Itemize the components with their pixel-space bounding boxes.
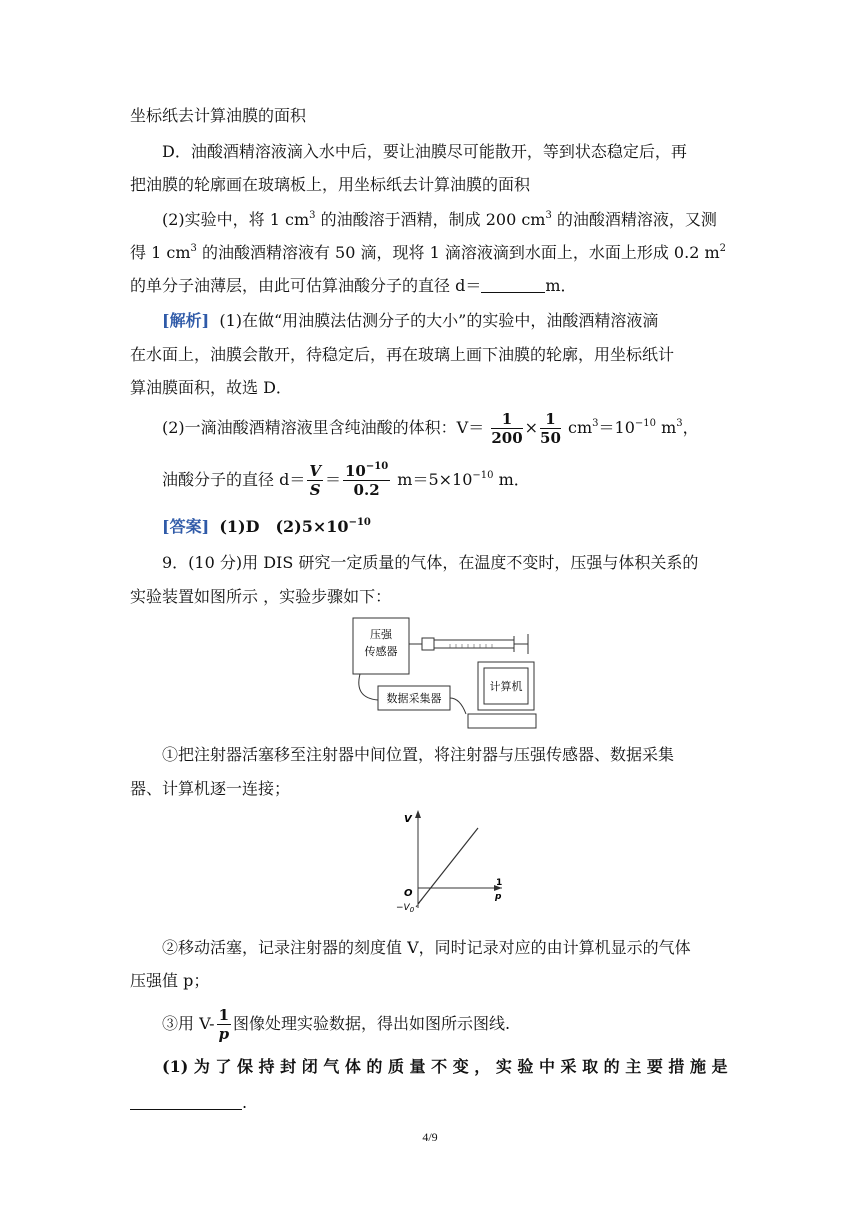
answer-blank (130, 1094, 242, 1110)
text-line: 算油膜面积，故选 D． (130, 378, 292, 397)
text-line: 实验装置如图所示 ，实验步骤如下： (130, 587, 392, 606)
fraction: $\frac{V}{S}$ (309, 462, 321, 499)
data-line (418, 828, 478, 904)
question-9: 9．(10 分)用 DIS 研究一定质量的气体，在温度不变时，压强与体积关系的 (162, 553, 699, 572)
question-2: (2)实验中，将 1 $cm^3$ 的油酸溶于酒精，制成 200 $cm^3$ 的油酸酒精溶液，又测 (162, 210, 717, 229)
intercept-label: $-V_0$ (396, 903, 415, 914)
fraction: $\frac{1}{200}$ (491, 410, 523, 447)
origin-label: O (404, 888, 413, 899)
sensor-label: 传感器 (364, 645, 398, 658)
text-line: 得 1 $cm^3$ 的油酸酒精溶液有 50 滴，现将 1 滴溶液滴到水面上，水面上形成 0.2 $m^2$ (130, 243, 727, 262)
text-line: 把油膜的轮廓画在玻璃板上，用坐标纸去计算油膜的面积 (130, 175, 531, 194)
fraction: $\frac{10^{-10}}{0.2}$ (345, 461, 389, 499)
text-line: 在水面上，油膜会散开，待稳定后，再在玻璃上画下油膜的轮廓，用坐标纸计 (130, 345, 675, 364)
x-axis-numerator: 1 (496, 878, 503, 888)
answer-blank (481, 277, 545, 293)
sub-question-1: (1) 为 了 保 持 封 闭 气 体 的 质 量 不 变 ， 实 验 中 采 取 的 主 要 措 施 是 (162, 1057, 728, 1076)
y-axis-label: V (404, 814, 412, 825)
text-line: . (130, 1093, 730, 1113)
computer-label: 计算机 (489, 680, 523, 693)
step-1: ①把注射器活塞移至注射器中间位置，将注射器与压强传感器、数据采集 (162, 745, 675, 764)
apparatus-figure (350, 614, 542, 732)
analysis-tag: [解析] (162, 311, 210, 330)
text-line: 器、计算机逐一连接； (130, 779, 291, 798)
answer-tag: [答案] (162, 517, 210, 536)
text-line: 压强值 p； (130, 971, 210, 990)
collector-label: 数据采集器 (386, 692, 442, 705)
option-d: D．油酸酒精溶液滴入水中后，要让油膜尽可能散开，等到状态稳定后，再 (162, 142, 687, 161)
fraction: $\frac{1}{p}$ (218, 1006, 230, 1043)
text-line: 的单分子油薄层，由此可估算油酸分子的直径 d＝ m． (130, 276, 577, 295)
sensor-label: 压强 (370, 628, 392, 641)
analysis-line: [解析] (1)在做“用油膜法估测分子的大小”的实验中，油酸酒精溶液滴 (162, 311, 659, 330)
answer-line: [答案] (1)D $(2)5\times 10^{-10}$ (162, 517, 371, 536)
text-line: 坐标纸去计算油膜的面积 (130, 106, 307, 125)
page-number: 4/9 (422, 1130, 438, 1144)
volume-formula: (2)一滴油酸酒精溶液里含纯油酸的体积：V＝ $\frac{1}{200}$ × $\frac{1}{50}$ $cm^3=10^{-10}$ $m^3$， (162, 410, 699, 447)
diameter-formula: 油酸分子的直径 d＝ $\frac{V}{S}$ ＝ $\frac{10^{-10}}{0.2}$ $m=5\times 10^{-10}$ m． (162, 461, 530, 499)
v-inverse-p-graph (392, 808, 512, 916)
step-3: ③用 V- $\frac{1}{p}$ 图像处理实验数据，得出如图所示图线. (162, 1006, 511, 1043)
fraction: $\frac{1}{50}$ (540, 410, 561, 447)
step-2: ②移动活塞，记录注射器的刻度值 V，同时记录对应的由计算机显示的气体 (162, 938, 691, 957)
x-axis-denominator: p (495, 892, 502, 902)
